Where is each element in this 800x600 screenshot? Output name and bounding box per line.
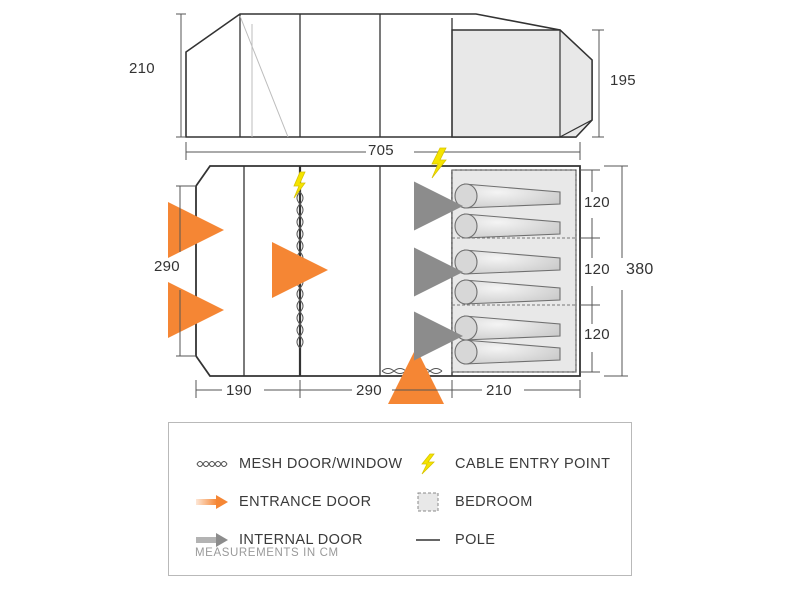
legend-label: BEDROOM xyxy=(455,494,533,510)
legend-label: ENTRANCE DOOR xyxy=(239,494,372,510)
legend-item-mesh-door-window xyxy=(195,454,411,474)
section-width-label-2: 290 xyxy=(356,382,382,399)
measurements-note: MEASUREMENTS IN CM xyxy=(195,547,339,559)
bedroom-depth-label-1: 120 xyxy=(584,194,610,211)
cable-entry-point-icon xyxy=(411,454,445,474)
bedroom-depth-label-3: 120 xyxy=(584,326,610,343)
legend-label: POLE xyxy=(455,532,496,548)
front-depth-label: 290 xyxy=(154,258,180,275)
legend-item-bedroom xyxy=(411,492,611,512)
legend-panel xyxy=(168,422,632,576)
legend-label: INTERNAL DOOR xyxy=(239,532,363,548)
elevation-view xyxy=(186,14,592,137)
overall-depth-label: 380 xyxy=(626,261,654,278)
elevation-height-left-label: 210 xyxy=(129,60,155,77)
entrance-door-arrow-icon xyxy=(195,492,229,512)
legend-item-entrance-door xyxy=(195,492,411,512)
legend-item-cable-entry-point xyxy=(411,454,611,474)
bedroom-swatch-icon xyxy=(411,492,445,512)
legend-label: CABLE ENTRY POINT xyxy=(455,456,611,472)
elevation-height-right-label: 195 xyxy=(610,72,636,89)
section-width-label-3: 210 xyxy=(486,382,512,399)
section-width-label-1: 190 xyxy=(226,382,252,399)
bedroom-depth-label-2: 120 xyxy=(584,261,610,278)
legend-item-pole xyxy=(411,530,611,550)
mesh-door-window-icon xyxy=(195,454,229,474)
pole-line-icon xyxy=(411,530,445,550)
legend-label: MESH DOOR/WINDOW xyxy=(239,456,403,472)
overall-length-label: 705 xyxy=(368,142,394,159)
